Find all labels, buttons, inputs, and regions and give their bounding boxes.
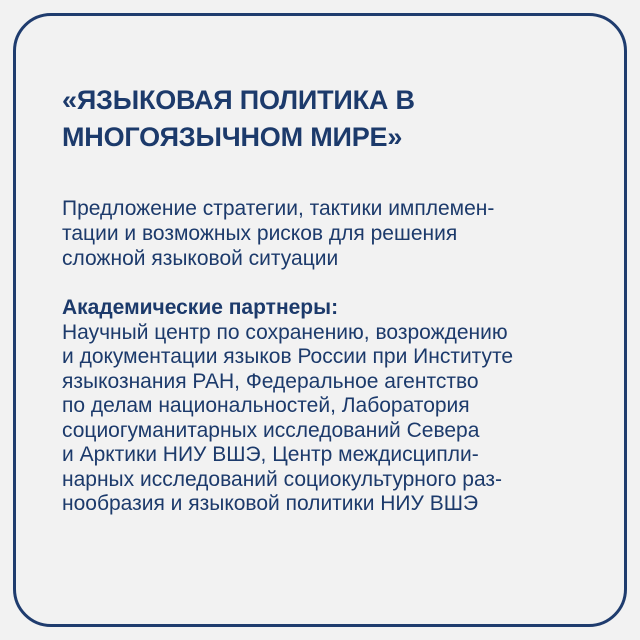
description <box>62 196 622 271</box>
partners-line-3: языкознания РАН, Федеральное агентство <box>62 369 479 393</box>
partners-line-2: и документации языков России при Институте <box>62 345 514 368</box>
partners-line-8: нообразия и языковой политики НИУ ВШЭ <box>62 492 479 515</box>
partners-line-7: нарных исследований социокультурного раз- <box>62 467 503 491</box>
description-line-2: тации и возможных рисков для решения <box>62 222 458 245</box>
partners-heading: Академические партнеры: <box>62 296 339 319</box>
partners-line-1: Научный центр по сохранению, возрождению <box>62 320 508 344</box>
partners-block <box>62 296 632 517</box>
slide-card <box>13 13 627 627</box>
description-line-3: сложной языковой ситуации <box>62 247 339 270</box>
title-line-1: «ЯЗЫКОВАЯ ПОЛИТИКА В <box>62 85 415 115</box>
slide-title <box>62 82 622 156</box>
partners-line-6: и Арктики НИУ ВШЭ, Центр междисципли- <box>62 443 479 466</box>
description-line-1: Предложение стратегии, тактики имплемен- <box>62 197 495 220</box>
partners-line-4: по делам национальностей, Лаборатория <box>62 394 470 417</box>
title-line-2: МНОГОЯЗЫЧНОМ МИРЕ» <box>62 122 403 152</box>
partners-line-5: социогуманитарных исследований Севера <box>62 418 480 442</box>
